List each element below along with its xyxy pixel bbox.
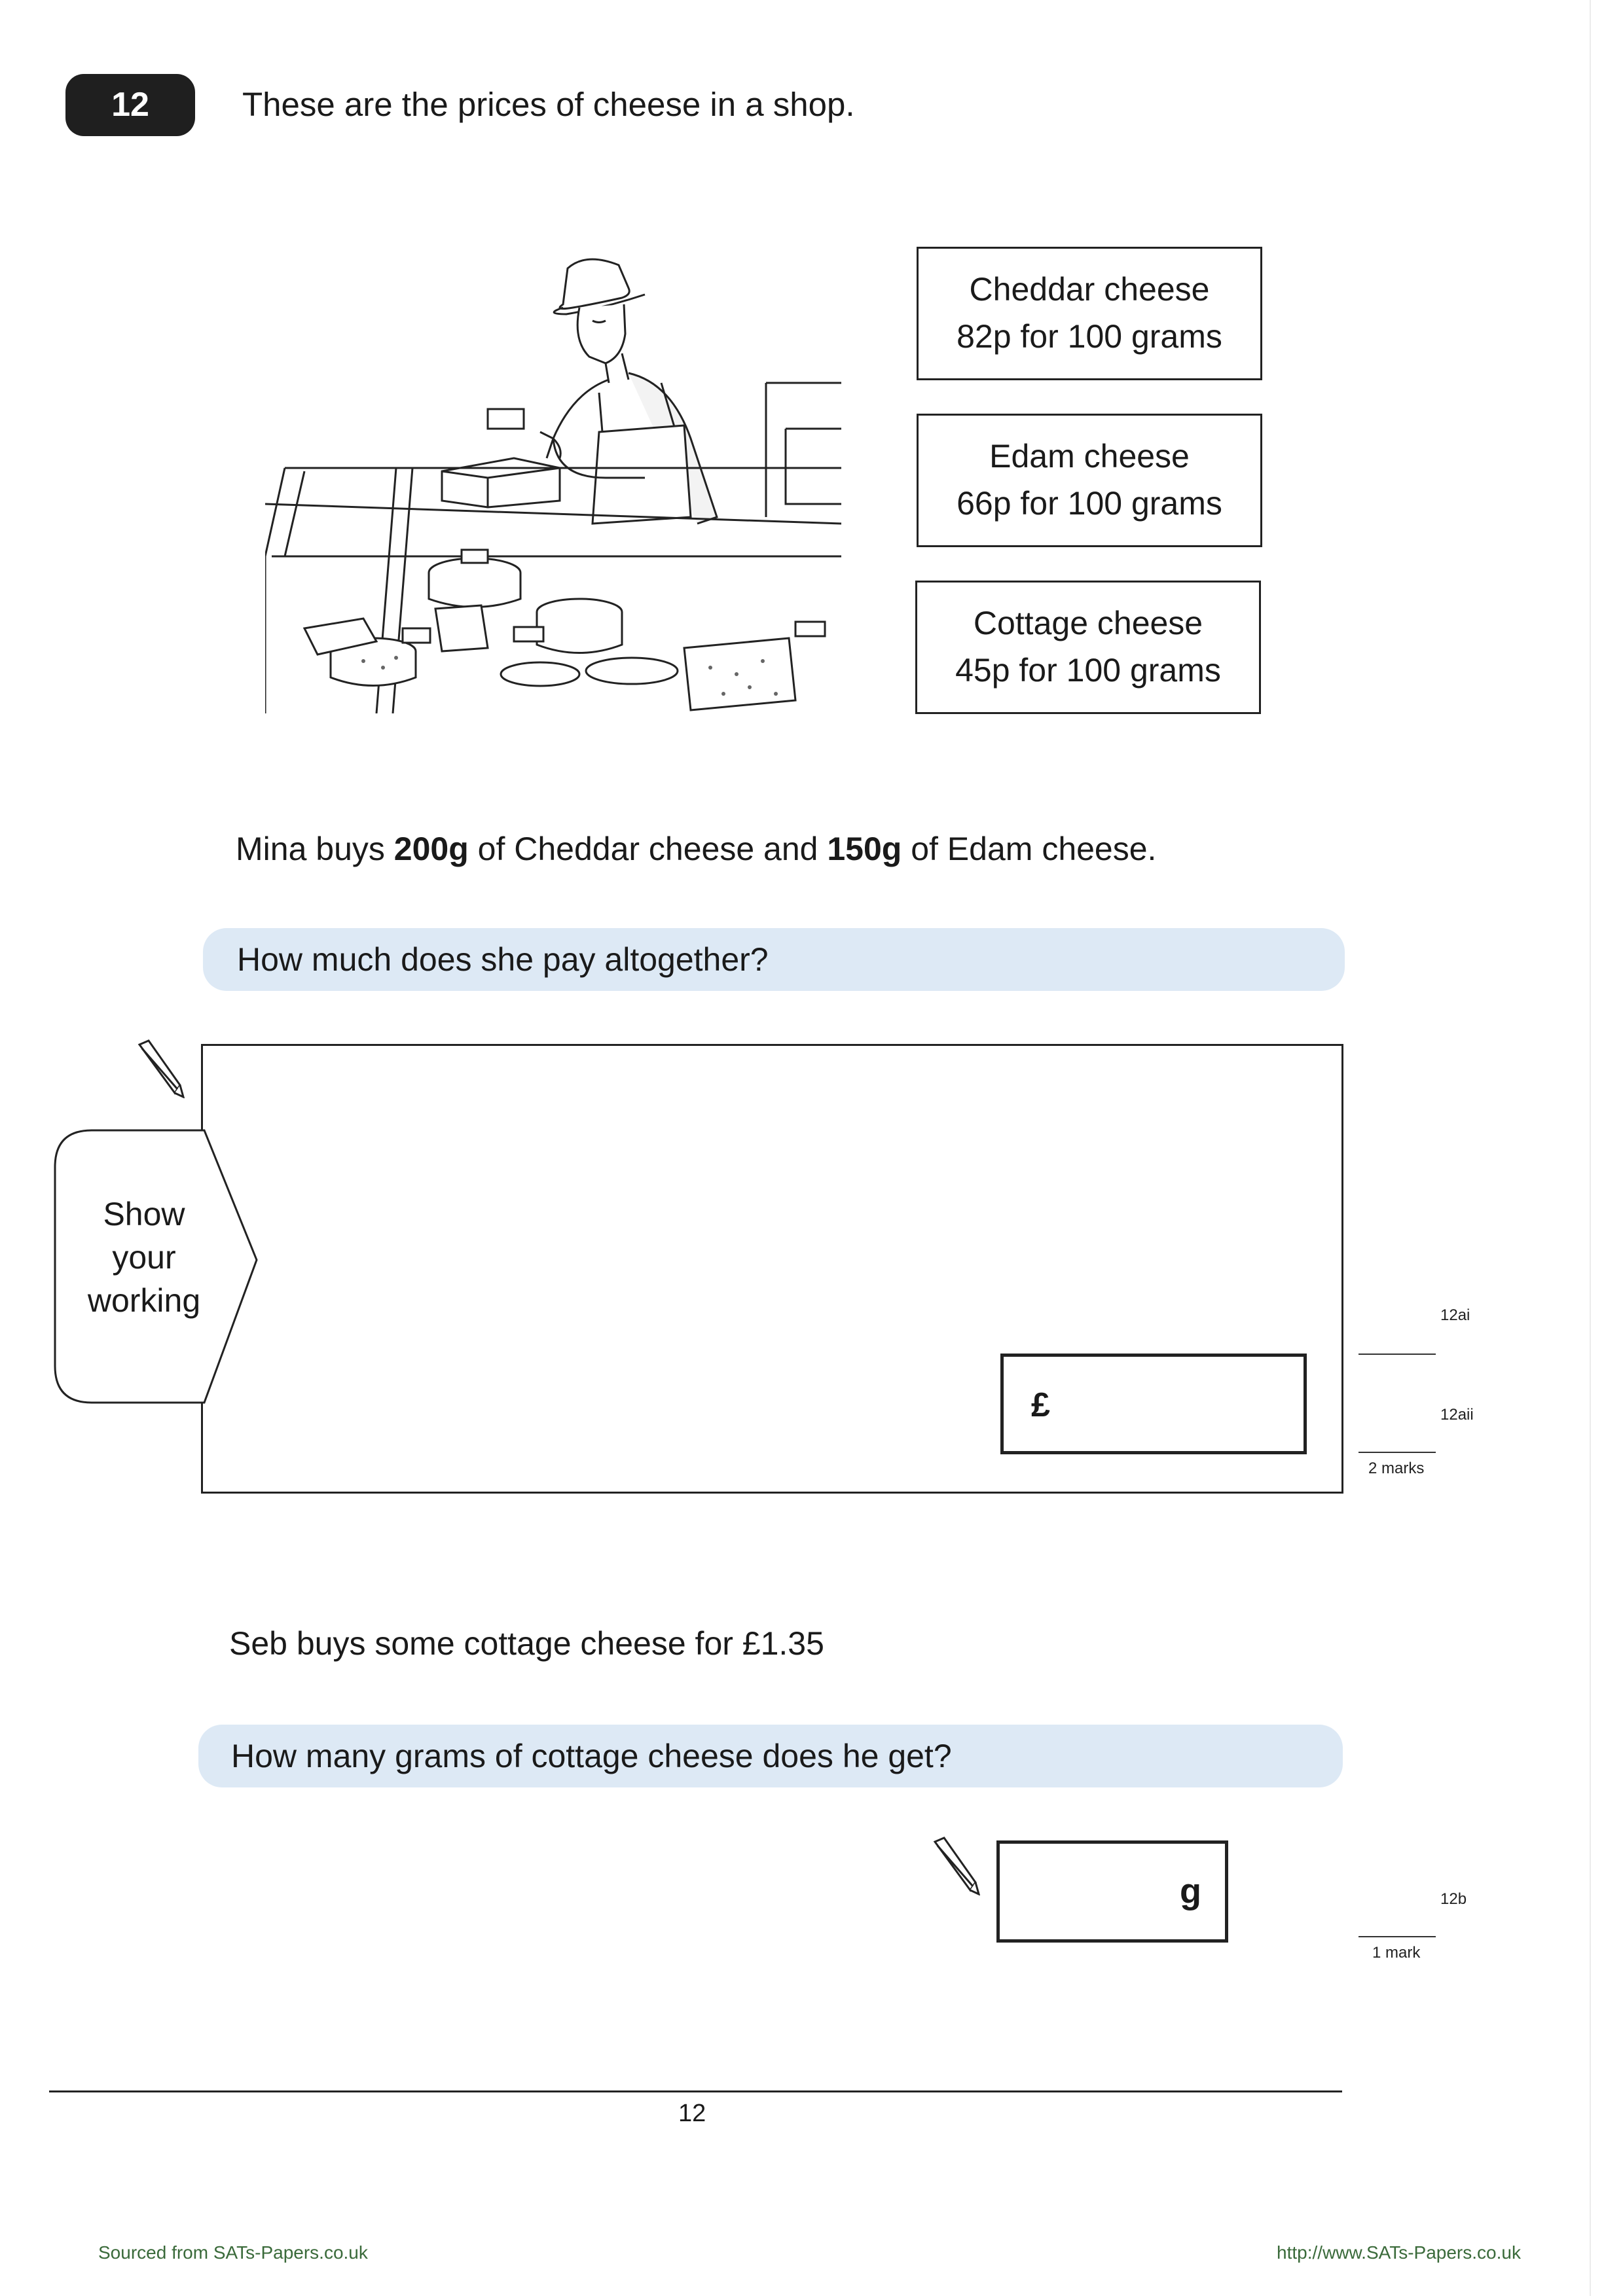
part-a-stem-pre: Mina buys xyxy=(236,831,394,867)
price-card-price: 66p for 100 grams xyxy=(957,485,1222,522)
mark-line xyxy=(1359,1452,1436,1453)
price-card-name: Edam cheese xyxy=(989,438,1190,475)
marks-available: 2 marks xyxy=(1368,1460,1425,1477)
footer-url: http://www.SATs-Papers.co.uk xyxy=(1277,2242,1521,2263)
price-card-price: 45p for 100 grams xyxy=(955,652,1221,689)
mark-code-12b: 12b xyxy=(1440,1890,1467,1908)
pencil-icon xyxy=(134,1039,187,1098)
part-a-stem xyxy=(236,830,1156,868)
part-b-stem: Seb buys some cottage cheese for £1.35 xyxy=(229,1625,824,1662)
question-intro: These are the prices of cheese in a shop. xyxy=(242,86,855,123)
mark-code-12ai: 12ai xyxy=(1440,1306,1470,1324)
part-b-question: How many grams of cottage cheese does he get? xyxy=(198,1725,1343,1787)
page-number: 12 xyxy=(678,2100,706,2127)
price-card-cheddar xyxy=(917,247,1262,380)
footer-source: Sourced from SATs-Papers.co.uk xyxy=(98,2242,368,2263)
answer-box-cost[interactable] xyxy=(1000,1354,1307,1454)
show-working-word: Show xyxy=(103,1196,185,1232)
price-card-cottage xyxy=(915,581,1261,714)
shopkeeper-illustration xyxy=(265,242,848,713)
part-a-amount-2: 150g xyxy=(827,831,902,867)
footer-rule xyxy=(49,2090,1342,2092)
mark-code-12aii: 12aii xyxy=(1440,1406,1474,1424)
marks-available: 1 mark xyxy=(1372,1944,1421,1962)
show-working-word: working xyxy=(87,1282,201,1319)
part-a-stem-post: of Edam cheese. xyxy=(902,831,1157,867)
price-card-name: Cottage cheese xyxy=(973,605,1203,641)
price-card-name: Cheddar cheese xyxy=(969,271,1210,308)
question-number-badge: 12 xyxy=(65,74,195,136)
show-working-label xyxy=(65,1193,223,1322)
part-a-stem-mid: of Cheddar cheese and xyxy=(468,831,828,867)
price-card-price: 82p for 100 grams xyxy=(957,318,1222,355)
page-edge xyxy=(1590,0,1591,2296)
mark-line xyxy=(1359,1354,1436,1355)
price-card-edam xyxy=(917,414,1262,547)
part-a-question: How much does she pay altogether? xyxy=(203,928,1345,991)
answer-box-grams[interactable] xyxy=(996,1840,1228,1943)
currency-symbol: £ xyxy=(1031,1386,1050,1424)
unit-label: g xyxy=(1180,1872,1201,1911)
pencil-icon xyxy=(930,1837,982,1895)
mark-line xyxy=(1359,1936,1436,1937)
part-a-amount-1: 200g xyxy=(393,831,469,867)
show-working-word: your xyxy=(112,1239,176,1276)
